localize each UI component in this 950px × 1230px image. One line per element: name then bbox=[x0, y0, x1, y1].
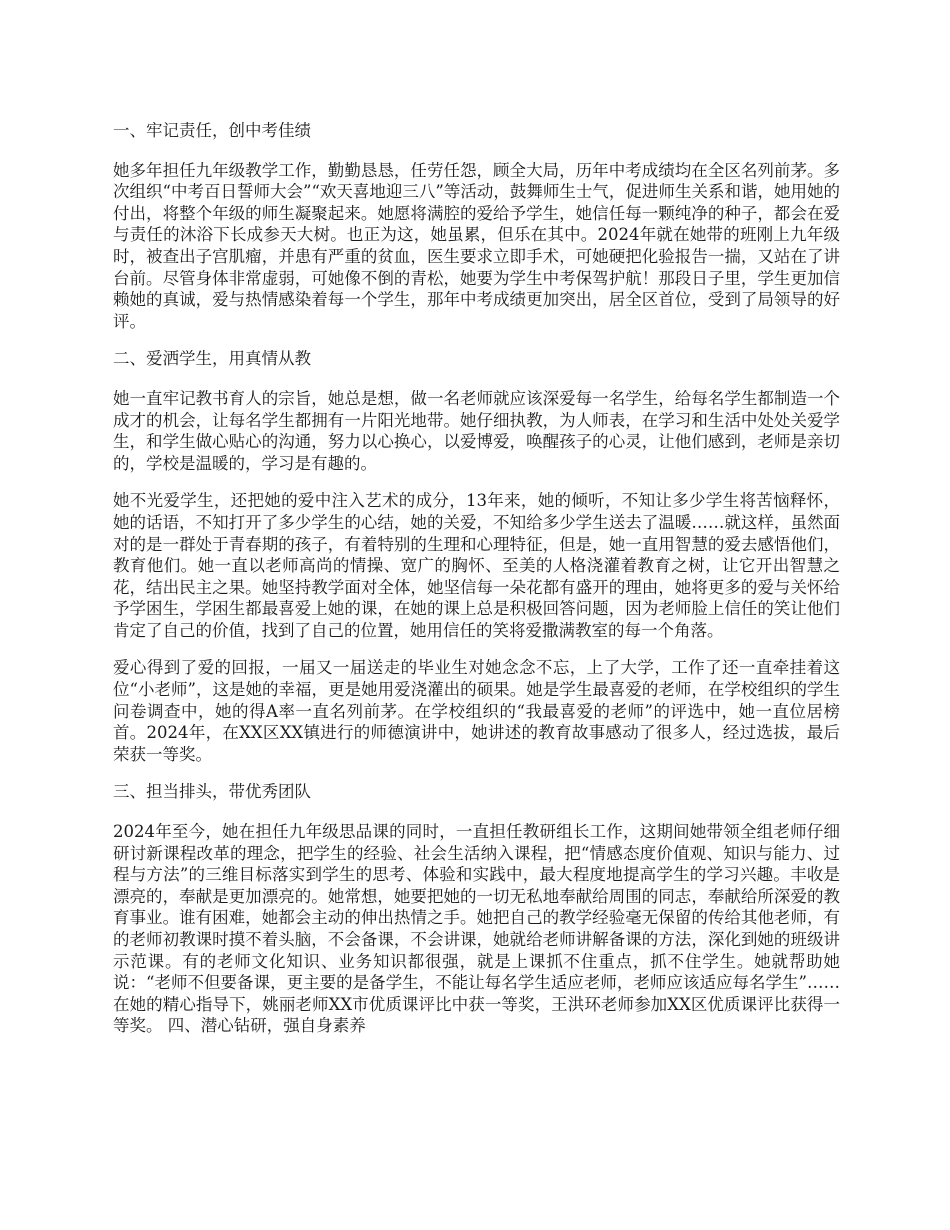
section-heading-3: 三、担当排头，带优秀团队 bbox=[113, 782, 311, 802]
paragraph: 她一直牢记教书育人的宗旨，她总是想，做一名老师就应该深爱每一名学生，给每名学生都制造一个成才的机会，让每名学生都拥有一片阳光地带。她仔细执教，为人师表，在学习和生活中处处关爱学生，和学生做心贴心的沟通，努力以心换心，以爱博爱，唤醒孩子的心灵，让他们感到，老师是亲切的，学校是温暖的，学习是有趣的。 bbox=[113, 388, 840, 473]
paragraph: 2024年至今，她在担任九年级思品课的同时，一直担任教研组长工作，这期间她带领全组老师仔细研讨新课程改革的理念，把学生的经验、社会生活纳入课程，把“情感态度价值观、知识与能力、过程与方法”的三维目标落实到学生的思考、体验和实践中，最大程度地提高学生的学习兴趣。丰收是漂亮的，奉献是更加漂亮的。她常想，她要把她的一切无私地奉献给周围的同志，奉献给所深爱的教育事业。谁有困难，她都会主动的伸出热情之手。她把自己的教学经验毫无保留的传给其他老师，有的老师初教课时摸不着头脑，不会备课，不会讲课，她就给老师讲解备课的方法，深化到她的班级讲示范课。有的老师文化知识、业务知识都很强，就是上课抓不住重点，抓不住学生。她就帮助她说：“老师不但要备课，更主要的是备学生，不能让每名学生适应老师，老师应该适应每名学生”……在她的精心指导下，姚丽老师XX市优质课评比中获一等奖，王洪环老师参加XX区优质课评比获得一等奖。 四、潜心钻研，强自身素养 bbox=[113, 822, 840, 1036]
section-heading-1: 一、牢记责任，创中考佳绩 bbox=[113, 121, 311, 140]
paragraph: 她多年担任九年级教学工作，勤勤恳恳，任劳任怨，顾全大局，历年中考成绩均在全区名列前茅。多次组织“中考百日誓师大会”“欢天喜地迎三八”等活动，鼓舞师生士气，促进师生关系和谐，她用她的付出，将整个年级的师生凝聚起来。她愿将满腔的爱给予学生，她信任每一颗纯净的种子，都会在爱与责任的沐浴下长成参天大树。也正为这，她虽累，但乐在其中。2024年就在她带的班刚上九年级时，被查出子宫肌瘤，并患有严重的贫血，医生要求立即手术，可她硬把化验报告一揣，又站在了讲台前。尽管身体非常虚弱，可她像不倒的青松，她要为学生中考保驾护航！那段日子里，学生更加信赖她的真诚，爱与热情感染着每一个学生，那年中考成绩更加突出，居全区首位，受到了局领导的好评。 bbox=[113, 160, 840, 331]
section-heading-2: 二、爱洒学生，用真情从教 bbox=[113, 349, 311, 369]
paragraph: 她不光爱学生，还把她的爱中注入艺术的成分，13年来，她的倾听，不知让多少学生将苦恼释怀，她的话语，不知打开了多少学生的心结，她的关爱，不知给多少学生送去了温暖……就这样，虽然面对的是一群处于青春期的孩子，有着特别的生理和心理特征，但是，她一直用智慧的爱去感悟他们，教育他们。她一直以老师高尚的情操、宽广的胸怀、至美的人格浇灌着教育之树，让它开出智慧之花，结出民主之果。她坚持教学面对全体，她坚信每一朵花都有盛开的理由，她将更多的爱与关怀给予学困生，学困生都最喜爱上她的课，在她的课上总是积极回答问题，因为老师脸上信任的笑让他们肯定了自己的价值，找到了自己的位置，她用信任的笑将爱撒满教室的每一个角落。 bbox=[113, 491, 840, 640]
paragraph: 爱心得到了爱的回报，一届又一届送走的毕业生对她念念不忘，上了大学，工作了还一直牵挂着这位“小老师”，这是她的幸福，更是她用爱浇灌出的硕果。她是学生最喜爱的老师，在学校组织的学生问卷调查中，她的得A率一直名列前茅。在学校组织的“我最喜爱的老师”的评选中，她一直位居榜首。2024年，在XX区XX镇进行的师德演讲中，她讲述的教育故事感动了很多人，经过选拔，最后荣获一等奖。 bbox=[113, 658, 840, 764]
document-page bbox=[113, 120, 840, 1053]
